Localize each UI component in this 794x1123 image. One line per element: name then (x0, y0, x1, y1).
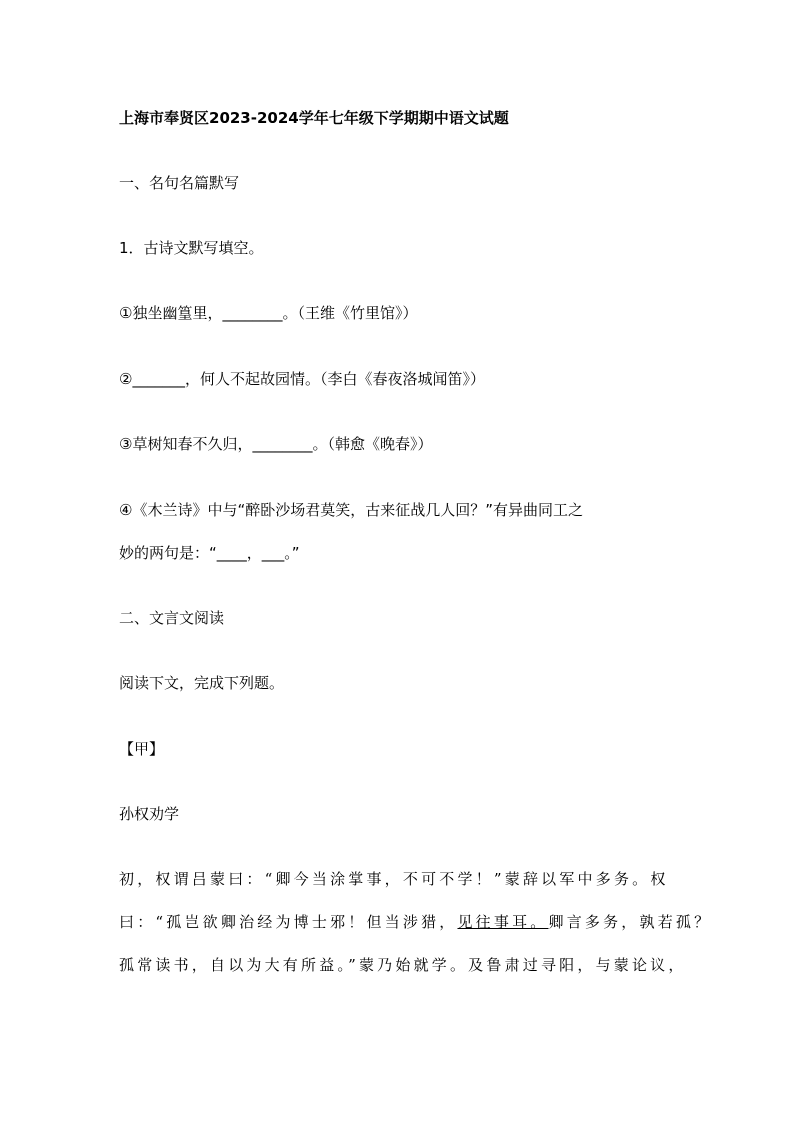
fill-item-2: ②_______，何人不起故园情。（李白《春夜洛城闻笛》） (119, 370, 485, 388)
underlined-phrase: 见往事耳。 (457, 913, 549, 931)
passage-line-2-end: 卿言多务，孰若孤？ (548, 913, 713, 931)
passage-line-2 (119, 912, 712, 932)
fill-item-1: ①独坐幽篁里，________。（王维《竹里馆》） (119, 304, 418, 322)
passage-line-2-start: 曰：“孤岂欲卿治经为博士邪！但当涉猎， (119, 913, 458, 931)
fill-item-3: ③草树知春不久归，________。（韩愈《晚春》） (119, 435, 433, 453)
fill-item-4: ④《木兰诗》中与“醉卧沙场君莫笑，古来征战几人回？”有异曲同工之 (119, 501, 583, 519)
passage-title: 孙权劝学 (119, 805, 180, 823)
passage-line-1: 初，权谓吕蒙曰：“卿今当涂掌事，不可不学！”蒙辞以军中多务。权 (119, 870, 669, 888)
part-label: 【甲】 (119, 740, 165, 758)
section-heading-1: 一、名句名篇默写 (119, 174, 240, 192)
document-title: 上海市奉贤区2023-2024学年七年级下学期期中语文试题 (119, 109, 509, 127)
reading-instruction: 阅读下文，完成下列题。 (119, 674, 285, 692)
fill-item-4-continued: 妙的两句是：“____，___。” (119, 544, 300, 562)
question-intro: 1．古诗文默写填空。 (119, 239, 264, 257)
passage-line-3: 孤常读书，自以为大有所益。”蒙乃始就学。及鲁肃过寻阳，与蒙论议， (119, 956, 687, 974)
section-heading-2: 二、文言文阅读 (119, 609, 225, 627)
